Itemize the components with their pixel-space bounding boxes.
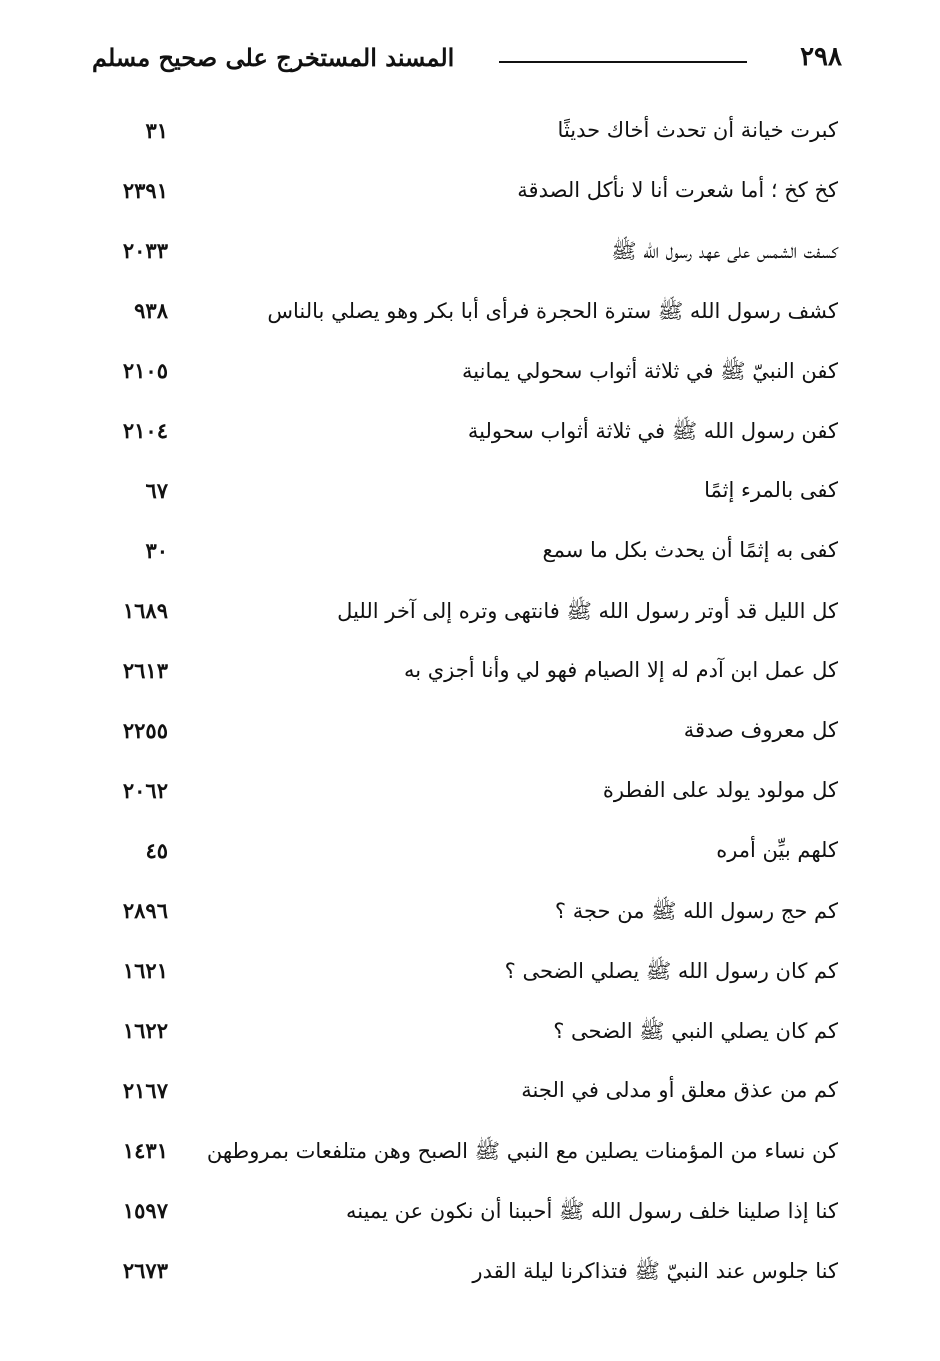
entry-text: كنا إذا صلينا خلف رسول الله ﷺ أحببنا أن نكون عن يمينه	[346, 1199, 838, 1223]
page-number: ٢٩٨	[800, 42, 842, 72]
entry-number: ٣١	[145, 118, 168, 143]
page-header	[92, 40, 842, 84]
header-rule	[499, 61, 747, 63]
index-entry	[92, 344, 838, 404]
entry-text: كم كان يصلي النبي ﷺ الضحى ؟	[553, 1019, 838, 1043]
entry-number: ٢١٠٥	[122, 358, 168, 383]
entry-text: كل مولود يولد على الفطرة	[602, 778, 838, 802]
entry-text: كفى بالمرء إثمًا	[704, 478, 838, 502]
index-entry	[92, 164, 838, 224]
index-entry	[92, 944, 838, 1004]
index-entry	[92, 1124, 838, 1184]
index-entry	[92, 404, 838, 464]
entry-number: ٦٧	[145, 478, 168, 503]
entry-number: ٩٣٨	[134, 298, 168, 323]
entry-text: كل عمل ابن آدم له إلا الصيام فهو لي وأنا أجزي به	[403, 658, 838, 682]
entry-number: ١٦٢١	[122, 958, 168, 983]
entry-text: كل الليل قد أوتر رسول الله ﷺ فانتهى وتره إلى آخر الليل	[337, 599, 838, 623]
hadith-index-list	[92, 104, 838, 1304]
entry-text: كفن رسول الله ﷺ في ثلاثة أثواب سحولية	[467, 419, 838, 443]
index-entry	[92, 1004, 838, 1064]
index-entry	[92, 524, 838, 584]
index-entry	[92, 1244, 838, 1304]
index-entry	[92, 464, 838, 524]
entry-number: ١٤٣١	[122, 1138, 168, 1163]
entry-text: كم من عذق معلق أو مدلى في الجنة	[521, 1078, 838, 1102]
entry-number: ٢٦١٣	[122, 658, 168, 683]
entry-text: كل معروف صدقة	[683, 718, 838, 742]
index-entry	[92, 104, 838, 164]
entry-text: كسفت الشمس على عهد رسول الله ﷺ	[611, 239, 838, 263]
entry-text: كخ كخ ؛ أما شعرت أنا لا نأكل الصدقة	[517, 178, 838, 202]
entry-number: ٣٠	[145, 538, 168, 563]
index-entry	[92, 884, 838, 944]
index-entry	[92, 284, 838, 344]
entry-number: ٢٨٩٦	[122, 898, 168, 923]
entry-text: كم كان رسول الله ﷺ يصلي الضحى ؟	[504, 959, 838, 983]
index-entry	[92, 764, 838, 824]
entry-number: ٤٥	[145, 838, 168, 863]
entry-text: كم حج رسول الله ﷺ من حجة ؟	[554, 899, 838, 923]
entry-text: كبرت خيانة أن تحدث أخاك حديثًا	[557, 118, 838, 142]
entry-number: ٢٠٦٢	[122, 778, 168, 803]
entry-number: ٢٣٩١	[122, 178, 168, 203]
entry-text: كن نساء من المؤمنات يصلين مع النبي ﷺ الصبح وهن متلفعات بمروطهن	[206, 1139, 838, 1163]
index-entry	[92, 1184, 838, 1244]
index-entry	[92, 644, 838, 704]
entry-number: ٢٠٣٣	[122, 238, 168, 263]
book-title: المسند المستخرج على صحيح مسلم	[92, 43, 455, 72]
entry-number: ٢١٠٤	[122, 418, 168, 443]
entry-number: ٢٦٧٣	[122, 1258, 168, 1283]
index-entry	[92, 584, 838, 644]
entry-text: كفن النبيّ ﷺ في ثلاثة أثواب سحولي يمانية	[462, 359, 838, 383]
entry-text: كنا جلوس عند النبيّ ﷺ فتذاكرنا ليلة القدر	[472, 1259, 838, 1283]
entry-text: كفى به إثمًا أن يحدث بكل ما سمع	[542, 538, 838, 562]
entry-number: ٢١٦٧	[122, 1078, 168, 1103]
index-entry	[92, 224, 838, 284]
entry-text: كشف رسول الله ﷺ سترة الحجرة فرأى أبا بكر وهو يصلي بالناس	[267, 299, 838, 323]
index-entry	[92, 824, 838, 884]
index-entry	[92, 704, 838, 764]
entry-number: ١٦٢٢	[122, 1018, 168, 1043]
index-entry	[92, 1064, 838, 1124]
entry-number: ١٥٩٧	[122, 1198, 168, 1223]
entry-number: ٢٢٥٥	[122, 718, 168, 743]
entry-number: ١٦٨٩	[122, 598, 168, 623]
entry-text: كلهم بيِّن أمره	[716, 838, 838, 862]
